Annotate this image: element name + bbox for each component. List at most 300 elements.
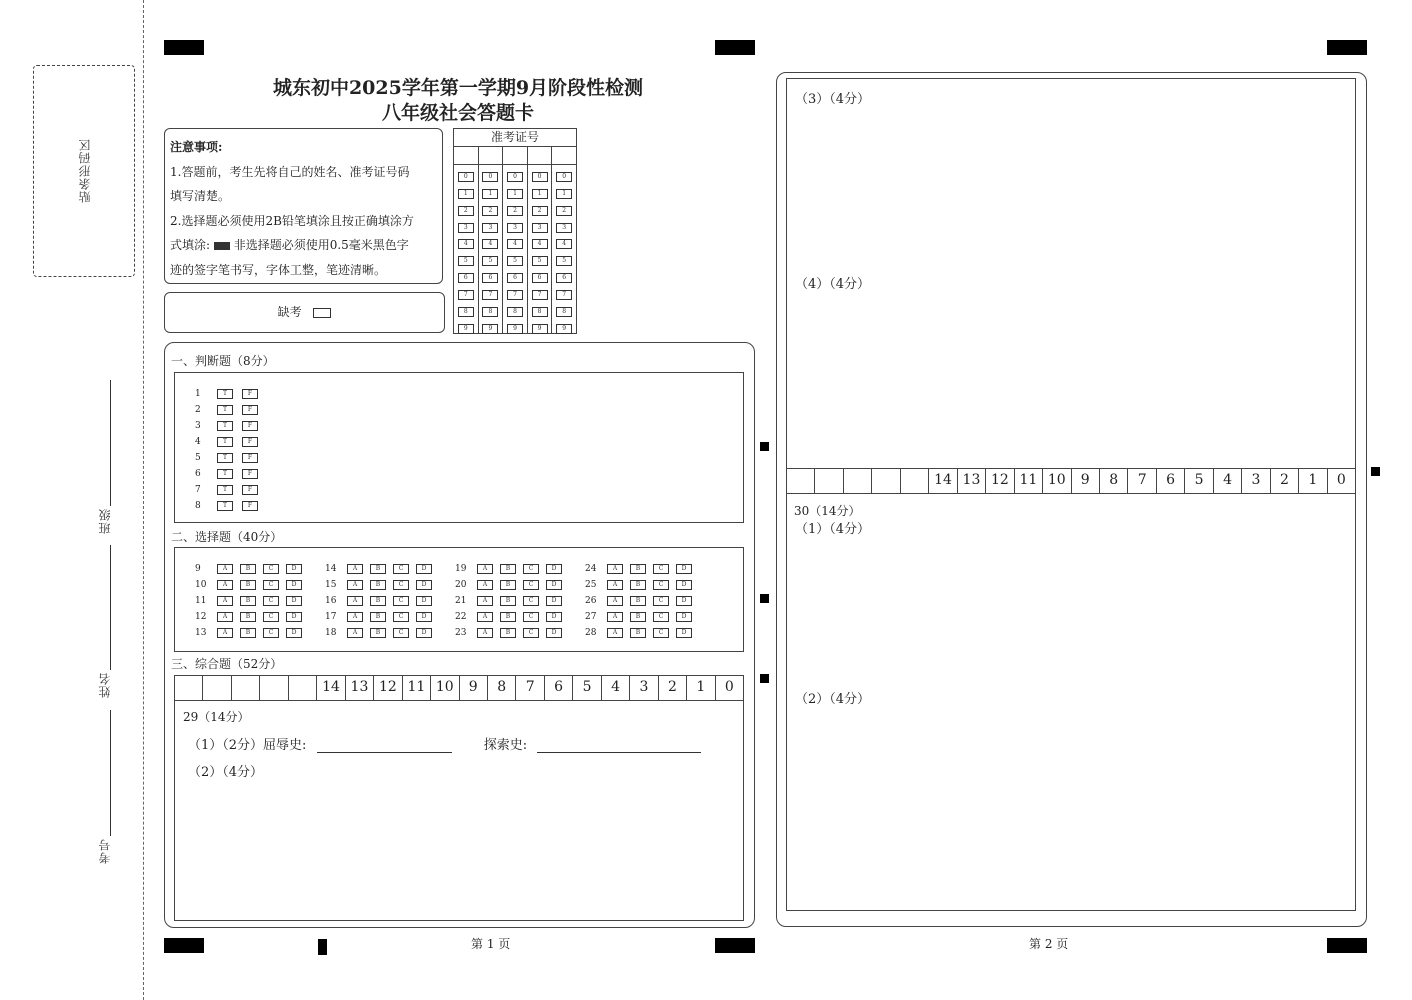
mc-option-bubble[interactable]: B xyxy=(500,628,516,638)
mc-option-bubble[interactable]: B xyxy=(240,628,256,638)
score-cell[interactable]: 1 xyxy=(687,676,715,700)
question-number: 14 xyxy=(325,563,337,574)
mc-option-bubble[interactable]: C xyxy=(653,628,669,638)
position-mark xyxy=(1327,938,1367,953)
binding-line xyxy=(143,0,144,1000)
exam-id-bubble[interactable]: 4 xyxy=(482,239,498,249)
score-cell[interactable]: 4 xyxy=(602,676,630,700)
exam-id-bubble[interactable]: 2 xyxy=(507,206,523,216)
score-cell[interactable]: 10 xyxy=(1043,469,1071,493)
position-mark xyxy=(715,938,755,953)
section2-heading: 二、选择题（40分） xyxy=(171,530,283,544)
exam-id-bubble[interactable]: 2 xyxy=(556,206,572,216)
mc-option-bubble[interactable]: D xyxy=(676,580,692,590)
question-number: 22 xyxy=(455,611,467,622)
exam-id-bubble[interactable]: 4 xyxy=(458,239,474,249)
mc-option-bubble[interactable]: A xyxy=(217,628,233,638)
mc-option-bubble[interactable]: A xyxy=(477,580,493,590)
exam-id-write-cell[interactable] xyxy=(479,147,503,165)
mc-option-bubble[interactable]: D xyxy=(286,580,302,590)
exam-id-bubble[interactable]: 0 xyxy=(482,172,498,182)
exam-id-bubble[interactable]: 9 xyxy=(482,324,498,334)
question-number: 11 xyxy=(195,595,207,606)
score-cell[interactable]: 7 xyxy=(516,676,544,700)
mc-option-bubble[interactable]: D xyxy=(416,596,432,606)
mc-option-bubble[interactable]: D xyxy=(286,612,302,622)
exam-id-bubble[interactable]: 3 xyxy=(458,223,474,233)
mc-option-bubble[interactable]: C xyxy=(263,612,279,622)
score-cell[interactable]: 14 xyxy=(929,469,957,493)
mc-question-row xyxy=(195,592,309,608)
position-mark xyxy=(760,442,769,451)
score-bar-30 xyxy=(786,468,1356,494)
mc-option-bubble[interactable]: D xyxy=(416,564,432,574)
mc-question-row xyxy=(325,576,439,592)
score-cell[interactable]: 11 xyxy=(403,676,431,700)
exam-id-bubble[interactable]: 1 xyxy=(507,189,523,199)
score-cell[interactable]: 5 xyxy=(1185,469,1213,493)
mc-option-bubble[interactable]: C xyxy=(263,580,279,590)
exam-id-bubble[interactable]: 7 xyxy=(458,290,474,300)
notice-line: 2.选择题必须使用2B铅笔填涂且按正确填涂方 xyxy=(170,213,414,228)
exam-id-bubble[interactable]: 4 xyxy=(507,239,523,249)
notice-line: 式填涂: 非选择题必须使用0.5毫米黑色字 xyxy=(170,238,409,252)
question-number: 15 xyxy=(325,579,337,590)
exam-id-grid xyxy=(453,128,577,334)
class-label: 班级 xyxy=(98,508,112,534)
mc-question-row xyxy=(195,608,309,624)
q29-label: 29（14分） xyxy=(183,710,250,724)
exam-id-bubble[interactable]: 5 xyxy=(458,256,474,266)
mc-option-bubble[interactable]: C xyxy=(263,564,279,574)
score-cell[interactable]: 1 xyxy=(1299,469,1327,493)
mc-option-bubble[interactable]: A xyxy=(477,564,493,574)
exam-id-bubble[interactable]: 8 xyxy=(507,307,523,317)
exam-id-bubble[interactable]: 2 xyxy=(458,206,474,216)
notice-box xyxy=(164,128,443,284)
exam-id-bubble[interactable]: 6 xyxy=(532,273,548,283)
section3-heading: 三、综合题（52分） xyxy=(171,657,283,671)
mc-option-bubble[interactable]: C xyxy=(393,596,409,606)
score-blank-cell xyxy=(175,676,203,700)
score-cell[interactable]: 8 xyxy=(1100,469,1128,493)
mc-option-bubble[interactable]: D xyxy=(286,628,302,638)
question-number: 13 xyxy=(195,627,207,638)
mc-option-bubble[interactable]: C xyxy=(393,628,409,638)
mc-option-bubble[interactable]: B xyxy=(630,628,646,638)
question-number: 9 xyxy=(195,563,201,574)
mc-option-bubble[interactable]: D xyxy=(546,564,562,574)
tf-option-bubble[interactable]: T xyxy=(217,453,233,463)
question-number: 12 xyxy=(195,611,207,622)
mc-question-row xyxy=(455,592,569,608)
question-number: 2 xyxy=(195,404,201,415)
score-cell[interactable]: 8 xyxy=(488,676,516,700)
score-cell[interactable]: 13 xyxy=(346,676,374,700)
question-number: 20 xyxy=(455,579,467,590)
position-mark xyxy=(715,40,755,55)
notice-line: 迹的签字笔书写，字体工整，笔迹清晰。 xyxy=(170,262,387,277)
q30-label: 30（14分） xyxy=(794,504,861,518)
tf-option-bubble[interactable]: T xyxy=(217,501,233,511)
score-blank-cell xyxy=(232,676,260,700)
score-cell[interactable]: 3 xyxy=(630,676,658,700)
exam-id-bubble[interactable]: 1 xyxy=(532,189,548,199)
mc-question-row xyxy=(585,608,699,624)
mc-option-bubble[interactable]: C xyxy=(263,596,279,606)
mc-option-bubble[interactable]: B xyxy=(630,564,646,574)
section1-heading: 一、判断题（8分） xyxy=(171,354,275,368)
mc-option-bubble[interactable]: C xyxy=(523,612,539,622)
score-cell[interactable]: 11 xyxy=(1015,469,1043,493)
tf-option-bubble[interactable]: F xyxy=(242,469,258,479)
mc-option-bubble[interactable]: D xyxy=(416,612,432,622)
mc-option-bubble[interactable]: B xyxy=(630,596,646,606)
score-cell[interactable]: 0 xyxy=(1336,472,1346,488)
page2-part4: （4）（4分） xyxy=(795,277,871,292)
mc-option-bubble[interactable]: A xyxy=(217,612,233,622)
mc-option-bubble[interactable]: C xyxy=(653,580,669,590)
score-blank-cell xyxy=(289,676,317,700)
exam-id-bubble[interactable]: 0 xyxy=(556,172,572,182)
notice-line: 1.答题前，考生先将自己的姓名、准考证号码 xyxy=(170,164,410,179)
exam-id-bubble[interactable]: 9 xyxy=(556,324,572,334)
mc-option-bubble[interactable]: C xyxy=(393,612,409,622)
exam-id-bubble[interactable]: 8 xyxy=(482,307,498,317)
mc-question-row xyxy=(585,624,699,640)
mc-question-row xyxy=(195,624,309,640)
mc-option-bubble[interactable]: B xyxy=(500,564,516,574)
mc-option-bubble[interactable]: B xyxy=(500,580,516,590)
question-number: 25 xyxy=(585,579,597,590)
q29-part1: （1）（2分）屈辱史: 探索史: xyxy=(188,734,701,753)
page2-answer-area[interactable] xyxy=(786,78,1356,911)
exam-id-bubble[interactable]: 2 xyxy=(532,206,548,216)
mc-option-bubble[interactable]: D xyxy=(546,580,562,590)
tf-option-bubble[interactable]: T xyxy=(217,437,233,447)
score-cell[interactable]: 7 xyxy=(1128,469,1156,493)
score-cell[interactable]: 9 xyxy=(460,676,488,700)
mc-option-bubble[interactable]: D xyxy=(416,628,432,638)
mc-question-row xyxy=(325,624,439,640)
name-label: 姓名 xyxy=(98,672,112,698)
score-cell[interactable]: 3 xyxy=(1242,469,1270,493)
exam-id-write-cell[interactable] xyxy=(552,147,576,165)
question-number: 7 xyxy=(195,484,201,495)
mc-option-bubble[interactable]: B xyxy=(630,612,646,622)
exam-id-bubble[interactable]: 2 xyxy=(482,206,498,216)
answer-line[interactable] xyxy=(537,752,701,753)
exam-id-bubble[interactable]: 1 xyxy=(458,189,474,199)
position-mark xyxy=(760,594,769,603)
exam-id-bubble[interactable]: 9 xyxy=(507,324,523,334)
score-cell[interactable]: 9 xyxy=(1072,469,1100,493)
mc-question-row xyxy=(325,592,439,608)
question-number: 23 xyxy=(455,627,467,638)
tf-option-bubble[interactable]: T xyxy=(217,389,233,399)
score-blank-cell xyxy=(815,469,843,493)
score-blank-cell xyxy=(203,676,231,700)
score-cell[interactable]: 2 xyxy=(659,676,687,700)
exam-id-column xyxy=(552,147,576,333)
absent-box xyxy=(164,292,445,333)
exam-id-bubble[interactable]: 3 xyxy=(482,223,498,233)
exam-id-column xyxy=(528,147,553,333)
barcode-area[interactable] xyxy=(33,65,135,277)
exam-id-bubble[interactable]: 0 xyxy=(507,172,523,182)
exam-id-bubble[interactable]: 3 xyxy=(556,223,572,233)
question-number: 26 xyxy=(585,595,597,606)
question-number: 16 xyxy=(325,595,337,606)
score-blank-cell xyxy=(260,676,288,700)
score-cell[interactable]: 12 xyxy=(986,469,1014,493)
mc-option-bubble[interactable]: B xyxy=(630,580,646,590)
q29-part2: （2）（4分） xyxy=(188,765,264,780)
tf-option-bubble[interactable]: T xyxy=(217,405,233,415)
tf-option-bubble[interactable]: T xyxy=(217,469,233,479)
position-mark xyxy=(1327,40,1367,55)
section1-box xyxy=(174,372,744,523)
mc-option-bubble[interactable]: D xyxy=(676,564,692,574)
tf-option-bubble[interactable]: F xyxy=(242,453,258,463)
mc-option-bubble[interactable]: C xyxy=(523,564,539,574)
exam-id-write-cell[interactable] xyxy=(454,147,478,165)
exam-id-bubble[interactable]: 9 xyxy=(532,324,548,334)
mc-option-bubble[interactable]: D xyxy=(676,612,692,622)
mc-question-row xyxy=(325,560,439,576)
exam-id-bubble[interactable]: 8 xyxy=(556,307,572,317)
question-number: 27 xyxy=(585,611,597,622)
question-number: 1 xyxy=(195,388,201,399)
mc-option-bubble[interactable]: B xyxy=(370,564,386,574)
mc-option-bubble[interactable]: C xyxy=(653,564,669,574)
mc-column xyxy=(455,560,569,640)
mc-option-bubble[interactable]: B xyxy=(370,596,386,606)
mc-option-bubble[interactable]: B xyxy=(240,580,256,590)
mc-option-bubble[interactable]: D xyxy=(286,564,302,574)
score-cell[interactable]: 14 xyxy=(317,676,345,700)
score-cell[interactable]: 6 xyxy=(545,676,573,700)
mc-option-bubble[interactable]: C xyxy=(523,580,539,590)
mc-option-bubble[interactable]: A xyxy=(607,580,623,590)
position-mark xyxy=(164,40,204,55)
score-blank-cell xyxy=(844,469,872,493)
exam-id-bubble[interactable]: 1 xyxy=(482,189,498,199)
mc-option-bubble[interactable]: B xyxy=(500,596,516,606)
exam-id-bubble[interactable]: 4 xyxy=(556,239,572,249)
section3-box xyxy=(174,675,744,921)
tf-option-bubble[interactable]: F xyxy=(242,501,258,511)
mc-option-bubble[interactable]: B xyxy=(240,612,256,622)
question-number: 3 xyxy=(195,420,201,431)
exam-id-bubble[interactable]: 8 xyxy=(532,307,548,317)
exam-id-bubble[interactable]: 7 xyxy=(507,290,523,300)
mc-option-bubble[interactable]: C xyxy=(393,564,409,574)
tf-question-row xyxy=(195,465,267,481)
position-mark xyxy=(760,674,769,683)
tf-option-bubble[interactable]: F xyxy=(242,485,258,495)
score-cell[interactable]: 5 xyxy=(573,676,601,700)
exam-id-bubble[interactable]: 5 xyxy=(482,256,498,266)
q30-part1: （1）（4分） xyxy=(795,522,871,537)
mc-option-bubble[interactable]: C xyxy=(263,628,279,638)
mc-question-row xyxy=(195,576,309,592)
absent-label: 缺考 xyxy=(277,305,302,319)
tf-question-row xyxy=(195,497,267,513)
exam-id-write-cell[interactable] xyxy=(528,147,552,165)
mc-column xyxy=(195,560,309,640)
exam-id-bubble[interactable]: 6 xyxy=(556,273,572,283)
mc-option-bubble[interactable]: A xyxy=(347,628,363,638)
tf-option-bubble[interactable]: T xyxy=(217,485,233,495)
mc-option-bubble[interactable]: D xyxy=(546,628,562,638)
score-blank-cell xyxy=(787,469,815,493)
mc-option-bubble[interactable]: A xyxy=(347,564,363,574)
question-number: 21 xyxy=(455,595,467,606)
mc-option-bubble[interactable]: A xyxy=(347,612,363,622)
mc-option-bubble[interactable]: B xyxy=(370,628,386,638)
mc-option-bubble[interactable]: A xyxy=(607,564,623,574)
question-number: 10 xyxy=(195,579,207,590)
mc-option-bubble[interactable]: C xyxy=(393,580,409,590)
mc-option-bubble[interactable]: A xyxy=(347,596,363,606)
mc-option-bubble[interactable]: A xyxy=(217,596,233,606)
exam-id-bubble[interactable]: 3 xyxy=(507,223,523,233)
score-blank-cell xyxy=(901,469,929,493)
mc-option-bubble[interactable]: A xyxy=(477,628,493,638)
exam-id-bubble[interactable]: 3 xyxy=(532,223,548,233)
score-cell[interactable]: 12 xyxy=(374,676,402,700)
mc-option-bubble[interactable]: B xyxy=(370,612,386,622)
mc-option-bubble[interactable]: A xyxy=(477,596,493,606)
mc-question-row xyxy=(455,608,569,624)
tf-option-bubble[interactable]: F xyxy=(242,389,258,399)
exam-id-bubble[interactable]: 6 xyxy=(458,273,474,283)
mc-question-row xyxy=(325,608,439,624)
position-mark xyxy=(1371,467,1380,476)
exam-id-bubble[interactable]: 8 xyxy=(458,307,474,317)
mc-option-bubble[interactable]: B xyxy=(500,612,516,622)
exam-id-bubble[interactable]: 7 xyxy=(556,290,572,300)
question-number: 18 xyxy=(325,627,337,638)
mc-column xyxy=(585,560,699,640)
tf-option-bubble[interactable]: F xyxy=(242,437,258,447)
mc-option-bubble[interactable]: A xyxy=(607,596,623,606)
position-mark xyxy=(318,939,327,955)
mc-option-bubble[interactable]: D xyxy=(416,580,432,590)
score-cell[interactable]: 4 xyxy=(1214,469,1242,493)
exam-id-bubble[interactable]: 5 xyxy=(532,256,548,266)
mc-option-bubble[interactable]: A xyxy=(347,580,363,590)
position-mark xyxy=(164,938,204,953)
mc-question-row xyxy=(585,576,699,592)
class-line xyxy=(110,380,111,506)
tf-question-row xyxy=(195,449,267,465)
tf-option-bubble[interactable]: F xyxy=(242,421,258,431)
page1-footer: 第 1 页 xyxy=(471,937,511,951)
exam-number-line xyxy=(110,710,111,836)
q30-part2: （2）（4分） xyxy=(795,692,871,707)
mc-option-bubble[interactable]: D xyxy=(286,596,302,606)
mc-option-bubble[interactable]: C xyxy=(523,628,539,638)
mc-option-bubble[interactable]: D xyxy=(676,596,692,606)
absent-checkbox[interactable] xyxy=(313,308,331,318)
mc-option-bubble[interactable]: C xyxy=(523,596,539,606)
score-blank-cell xyxy=(872,469,900,493)
mc-question-row xyxy=(455,576,569,592)
exam-id-bubble[interactable]: 0 xyxy=(458,172,474,182)
exam-id-bubble[interactable]: 0 xyxy=(532,172,548,182)
exam-id-bubble[interactable]: 7 xyxy=(532,290,548,300)
notice-heading: 注意事项: xyxy=(170,140,223,154)
question-number: 19 xyxy=(455,563,467,574)
answer-line[interactable] xyxy=(317,752,452,753)
exam-id-bubble[interactable]: 6 xyxy=(482,273,498,283)
tf-question-row xyxy=(195,481,267,497)
score-cell[interactable]: 13 xyxy=(958,469,986,493)
mc-question-row xyxy=(195,560,309,576)
exam-id-label: 准考证号 xyxy=(454,129,576,147)
mc-option-bubble[interactable]: A xyxy=(217,580,233,590)
mc-option-bubble[interactable]: A xyxy=(607,612,623,622)
score-cell[interactable]: 2 xyxy=(1271,469,1299,493)
page2-part3: （3）（4分） xyxy=(795,92,871,107)
mc-question-row xyxy=(585,560,699,576)
exam-id-bubble[interactable]: 5 xyxy=(556,256,572,266)
question-number: 28 xyxy=(585,627,597,638)
question-number: 17 xyxy=(325,611,337,622)
exam-id-column xyxy=(454,147,479,333)
page2-footer: 第 2 页 xyxy=(1029,937,1069,951)
mc-option-bubble[interactable]: C xyxy=(653,612,669,622)
score-cell[interactable]: 6 xyxy=(1157,469,1185,493)
mc-option-bubble[interactable]: A xyxy=(607,628,623,638)
question-number: 6 xyxy=(195,468,201,479)
question-number: 5 xyxy=(195,452,201,463)
score-cell[interactable]: 0 xyxy=(724,679,734,695)
exam-id-bubble[interactable]: 5 xyxy=(507,256,523,266)
mc-option-bubble[interactable]: D xyxy=(676,628,692,638)
mc-option-bubble[interactable]: C xyxy=(653,596,669,606)
mc-option-bubble[interactable]: A xyxy=(217,564,233,574)
page-title: 城东初中2025学年第一学期9月阶段性检测 xyxy=(272,77,644,99)
mc-option-bubble[interactable]: B xyxy=(240,596,256,606)
tf-option-bubble[interactable]: T xyxy=(217,421,233,431)
mc-option-bubble[interactable]: A xyxy=(477,612,493,622)
mc-question-row xyxy=(585,592,699,608)
score-bar-29 xyxy=(174,675,744,701)
exam-id-bubble[interactable]: 6 xyxy=(507,273,523,283)
exam-id-bubble[interactable]: 4 xyxy=(532,239,548,249)
fill-sample xyxy=(214,242,230,250)
exam-id-column xyxy=(479,147,504,333)
exam-number-label: 考号 xyxy=(98,838,112,864)
exam-id-bubble[interactable]: 1 xyxy=(556,189,572,199)
score-cell[interactable]: 10 xyxy=(431,676,459,700)
exam-id-bubble[interactable]: 9 xyxy=(458,324,474,334)
tf-option-bubble[interactable]: F xyxy=(242,405,258,415)
exam-id-bubble[interactable]: 7 xyxy=(482,290,498,300)
question-number: 8 xyxy=(195,500,201,511)
question-number: 4 xyxy=(195,436,201,447)
mc-option-bubble[interactable]: B xyxy=(370,580,386,590)
mc-option-bubble[interactable]: B xyxy=(240,564,256,574)
mc-option-bubble[interactable]: D xyxy=(546,612,562,622)
exam-id-column xyxy=(503,147,528,333)
question-number: 24 xyxy=(585,563,597,574)
mc-option-bubble[interactable]: D xyxy=(546,596,562,606)
exam-id-write-cell[interactable] xyxy=(503,147,527,165)
